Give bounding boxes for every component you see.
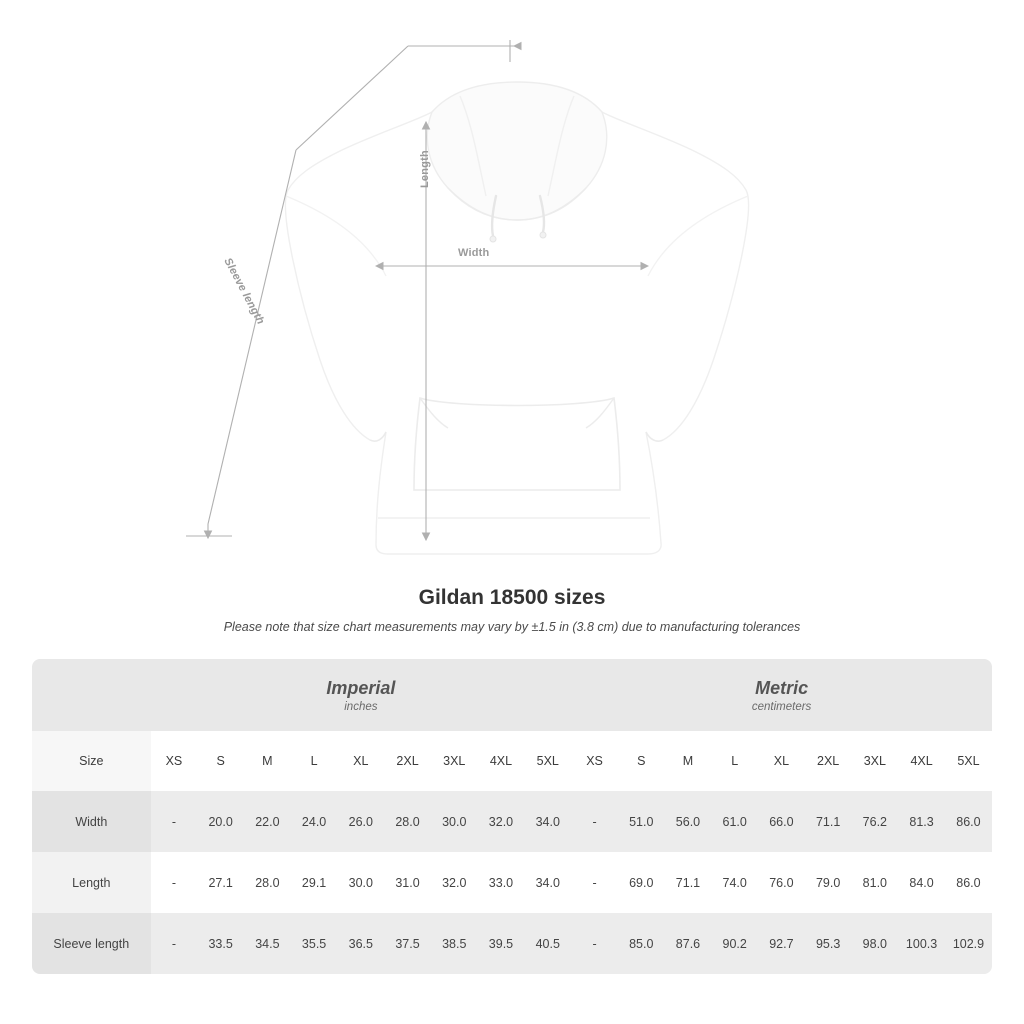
cell-sleeve-imperial-4xl: 39.5	[478, 913, 525, 974]
hoodie-shape	[286, 82, 749, 554]
cell-width-imperial-xl: 26.0	[337, 791, 384, 852]
size-col-imperial-5xl: 5XL	[524, 731, 571, 791]
imperial-name: Imperial	[326, 677, 396, 698]
cell-length-metric-l: 74.0	[711, 852, 758, 913]
cell-width-imperial-5xl: 34.0	[524, 791, 571, 852]
imperial-unit: inches	[344, 701, 378, 714]
size-col-imperial-m: M	[244, 731, 291, 791]
cell-length-metric-5xl: 86.0	[945, 852, 992, 913]
row-label-width: Width	[32, 791, 151, 852]
cell-sleeve-imperial-l: 35.5	[291, 913, 338, 974]
size-header-row	[32, 731, 992, 791]
cell-width-metric-xl: 66.0	[758, 791, 805, 852]
sleeve-length-dimension-label: Sleeve length	[221, 256, 267, 327]
size-col-imperial-l: L	[291, 731, 338, 791]
cell-sleeve-metric-4xl: 100.3	[898, 913, 945, 974]
cell-sleeve-metric-5xl: 102.9	[945, 913, 992, 974]
cell-sleeve-metric-3xl: 98.0	[851, 913, 898, 974]
cell-width-imperial-m: 22.0	[244, 791, 291, 852]
size-col-metric-xl: XL	[758, 731, 805, 791]
size-col-imperial-3xl: 3XL	[431, 731, 478, 791]
cell-length-imperial-l: 29.1	[291, 852, 338, 913]
cell-sleeve-metric-m: 87.6	[665, 913, 712, 974]
cell-width-imperial-2xl: 28.0	[384, 791, 431, 852]
cell-width-metric-m: 56.0	[665, 791, 712, 852]
cell-length-imperial-4xl: 33.0	[478, 852, 525, 913]
cell-width-imperial-3xl: 30.0	[431, 791, 478, 852]
cell-sleeve-metric-l: 90.2	[711, 913, 758, 974]
cell-length-metric-xl: 76.0	[758, 852, 805, 913]
size-col-imperial-xs: XS	[151, 731, 198, 791]
width-dimension-label: Width	[458, 247, 490, 259]
cell-length-imperial-xs: -	[151, 852, 198, 913]
size-col-metric-xs: XS	[571, 731, 618, 791]
tolerance-note: Please note that size chart measurements may vary by ±1.5 in (3.8 cm) due to manufacturing tolerances	[223, 620, 801, 634]
cell-length-imperial-3xl: 32.0	[431, 852, 478, 913]
size-col-metric-m: M	[665, 731, 712, 791]
size-col-metric-5xl: 5XL	[945, 731, 992, 791]
cell-length-imperial-xl: 30.0	[337, 852, 384, 913]
cell-width-metric-4xl: 81.3	[898, 791, 945, 852]
cell-sleeve-metric-xs: -	[571, 913, 618, 974]
size-col-metric-4xl: 4XL	[898, 731, 945, 791]
system-header-row	[32, 659, 992, 731]
cell-length-metric-3xl: 81.0	[851, 852, 898, 913]
cell-sleeve-metric-xl: 92.7	[758, 913, 805, 974]
cell-width-imperial-s: 20.0	[197, 791, 244, 852]
cell-sleeve-imperial-3xl: 38.5	[431, 913, 478, 974]
cell-length-metric-2xl: 79.0	[805, 852, 852, 913]
table-row	[32, 852, 992, 913]
metric-name: Metric	[755, 677, 809, 698]
cell-sleeve-imperial-s: 33.5	[197, 913, 244, 974]
size-col-metric-l: L	[711, 731, 758, 791]
cell-sleeve-metric-2xl: 95.3	[805, 913, 852, 974]
row-label-sleeve-length: Sleeve length	[32, 913, 151, 974]
cell-length-metric-4xl: 84.0	[898, 852, 945, 913]
cell-sleeve-imperial-2xl: 37.5	[384, 913, 431, 974]
size-col-imperial-xl: XL	[337, 731, 384, 791]
cell-sleeve-imperial-m: 34.5	[244, 913, 291, 974]
cell-length-imperial-s: 27.1	[197, 852, 244, 913]
system-header-spacer	[32, 659, 151, 731]
system-header-metric	[571, 659, 992, 731]
size-table	[32, 659, 992, 974]
cell-width-imperial-xs: -	[151, 791, 198, 852]
size-col-metric-3xl: 3XL	[851, 731, 898, 791]
cell-width-metric-l: 61.0	[711, 791, 758, 852]
cell-width-metric-xs: -	[571, 791, 618, 852]
cell-sleeve-imperial-xs: -	[151, 913, 198, 974]
cell-length-imperial-5xl: 34.0	[524, 852, 571, 913]
system-header-imperial	[151, 659, 572, 731]
cell-width-metric-3xl: 76.2	[851, 791, 898, 852]
row-label-length: Length	[32, 852, 151, 913]
cell-length-metric-m: 71.1	[665, 852, 712, 913]
cell-sleeve-metric-s: 85.0	[618, 913, 665, 974]
cell-sleeve-imperial-5xl: 40.5	[524, 913, 571, 974]
cell-width-metric-5xl: 86.0	[945, 791, 992, 852]
cell-width-metric-s: 51.0	[618, 791, 665, 852]
table-row	[32, 791, 992, 852]
metric-unit: centimeters	[751, 701, 812, 714]
cell-length-imperial-m: 28.0	[244, 852, 291, 913]
length-dimension-label: Length	[419, 150, 431, 188]
cell-length-metric-s: 69.0	[618, 852, 665, 913]
page-title: Gildan 18500 sizes	[418, 586, 606, 609]
cell-sleeve-imperial-xl: 36.5	[337, 913, 384, 974]
size-col-imperial-s: S	[197, 731, 244, 791]
size-col-metric-2xl: 2XL	[805, 731, 852, 791]
cell-width-metric-2xl: 71.1	[805, 791, 852, 852]
size-col-imperial-4xl: 4XL	[478, 731, 525, 791]
cell-length-metric-xs: -	[571, 852, 618, 913]
cell-width-imperial-4xl: 32.0	[478, 791, 525, 852]
size-col-imperial-2xl: 2XL	[384, 731, 431, 791]
cell-width-imperial-l: 24.0	[291, 791, 338, 852]
size-table-wrapper	[32, 659, 992, 974]
cell-length-imperial-2xl: 31.0	[384, 852, 431, 913]
table-row	[32, 913, 992, 974]
size-col-metric-s: S	[618, 731, 665, 791]
size-label: Size	[32, 731, 151, 791]
